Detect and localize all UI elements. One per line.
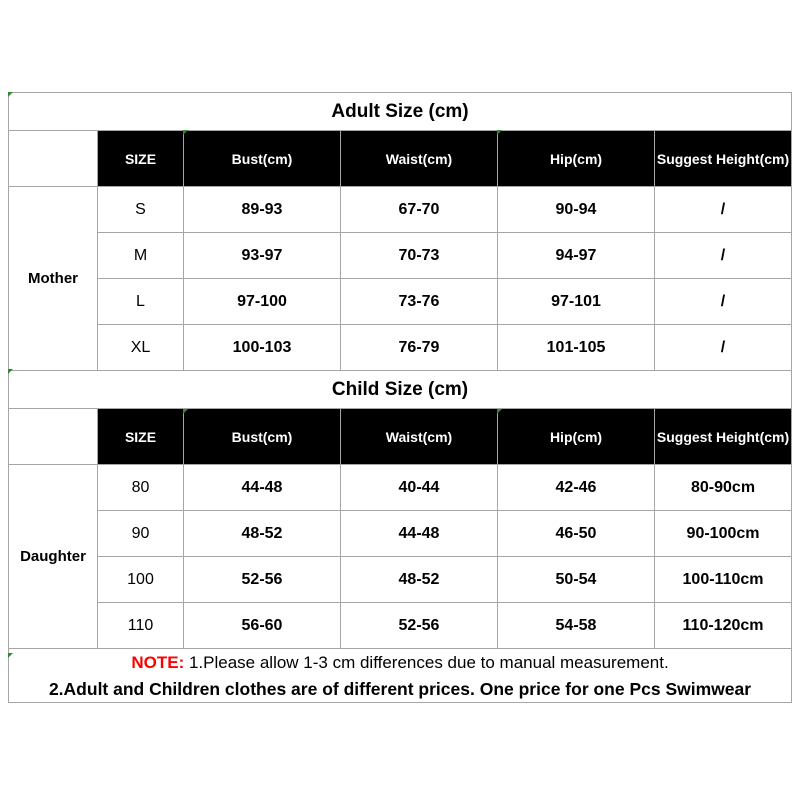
child-header-hip: Hip(cm) xyxy=(498,409,655,465)
waist-cell: 40-44 xyxy=(341,465,498,511)
cell-corner-marker xyxy=(183,409,188,414)
adult-row-m xyxy=(9,233,792,279)
hip-cell: 97-101 xyxy=(498,279,655,325)
height-cell: / xyxy=(655,325,792,371)
cell-corner-marker xyxy=(8,369,13,374)
hip-cell: 50-54 xyxy=(498,557,655,603)
bust-cell: 100-103 xyxy=(184,325,341,371)
height-cell: / xyxy=(655,279,792,325)
bust-cell: 93-97 xyxy=(184,233,341,279)
note-line-1 xyxy=(9,650,791,676)
child-header-row xyxy=(9,409,792,465)
child-header-waist: Waist(cm) xyxy=(341,409,498,465)
height-cell: / xyxy=(655,187,792,233)
size-cell: L xyxy=(98,279,184,325)
note-text-1: 1.Please allow 1-3 cm differences due to manual measurement. xyxy=(184,652,669,672)
waist-cell: 52-56 xyxy=(341,603,498,649)
size-cell: S xyxy=(98,187,184,233)
waist-cell: 73-76 xyxy=(341,279,498,325)
child-header-size: SIZE xyxy=(98,409,184,465)
note-line-2: 2.Adult and Children clothes are of different prices. One price for one Pcs Swimwear xyxy=(48,678,752,699)
hip-cell: 94-97 xyxy=(498,233,655,279)
mother-group-label: Mother xyxy=(9,187,98,371)
adult-header-hip: Hip(cm) xyxy=(498,131,655,187)
child-header-bust: Bust(cm) xyxy=(184,409,341,465)
child-header-blank-cell xyxy=(9,409,98,465)
bust-cell: 48-52 xyxy=(184,511,341,557)
child-row-100 xyxy=(9,557,792,603)
waist-cell: 67-70 xyxy=(341,187,498,233)
cell-corner-marker xyxy=(497,130,502,135)
waist-cell: 76-79 xyxy=(341,325,498,371)
adult-header-height: Suggest Height(cm) xyxy=(655,131,792,187)
size-chart-table xyxy=(8,92,792,703)
child-size-title: Child Size (cm) xyxy=(9,371,792,409)
adult-row-xl xyxy=(9,325,792,371)
height-cell: / xyxy=(655,233,792,279)
adult-header-bust: Bust(cm) xyxy=(184,131,341,187)
adult-header-size: SIZE xyxy=(98,131,184,187)
child-row-80 xyxy=(9,465,792,511)
waist-cell: 48-52 xyxy=(341,557,498,603)
size-cell: 80 xyxy=(98,465,184,511)
size-cell: 100 xyxy=(98,557,184,603)
adult-row-l xyxy=(9,279,792,325)
size-cell: XL xyxy=(98,325,184,371)
size-cell: M xyxy=(98,233,184,279)
height-cell: 90-100cm xyxy=(655,511,792,557)
child-header-height: Suggest Height(cm) xyxy=(655,409,792,465)
hip-cell: 101-105 xyxy=(498,325,655,371)
hip-cell: 54-58 xyxy=(498,603,655,649)
note-label: NOTE: xyxy=(131,652,185,672)
child-row-90 xyxy=(9,511,792,557)
size-cell: 110 xyxy=(98,603,184,649)
adult-header-waist: Waist(cm) xyxy=(341,131,498,187)
adult-header-blank-cell xyxy=(9,131,98,187)
bust-cell: 56-60 xyxy=(184,603,341,649)
bust-cell: 44-48 xyxy=(184,465,341,511)
adult-row-s xyxy=(9,187,792,233)
cell-corner-marker xyxy=(183,130,188,135)
adult-header-row xyxy=(9,131,792,187)
child-row-110 xyxy=(9,603,792,649)
height-cell: 100-110cm xyxy=(655,557,792,603)
waist-cell: 44-48 xyxy=(341,511,498,557)
waist-cell: 70-73 xyxy=(341,233,498,279)
cell-corner-marker xyxy=(497,409,502,414)
hip-cell: 42-46 xyxy=(498,465,655,511)
cell-corner-marker xyxy=(8,92,13,97)
note-block xyxy=(9,649,792,703)
daughter-group-label: Daughter xyxy=(9,465,98,649)
height-cell: 110-120cm xyxy=(655,603,792,649)
bust-cell: 89-93 xyxy=(184,187,341,233)
hip-cell: 46-50 xyxy=(498,511,655,557)
height-cell: 80-90cm xyxy=(655,465,792,511)
bust-cell: 52-56 xyxy=(184,557,341,603)
size-cell: 90 xyxy=(98,511,184,557)
adult-size-title: Adult Size (cm) xyxy=(9,93,792,131)
hip-cell: 90-94 xyxy=(498,187,655,233)
bust-cell: 97-100 xyxy=(184,279,341,325)
cell-corner-marker xyxy=(8,653,13,658)
